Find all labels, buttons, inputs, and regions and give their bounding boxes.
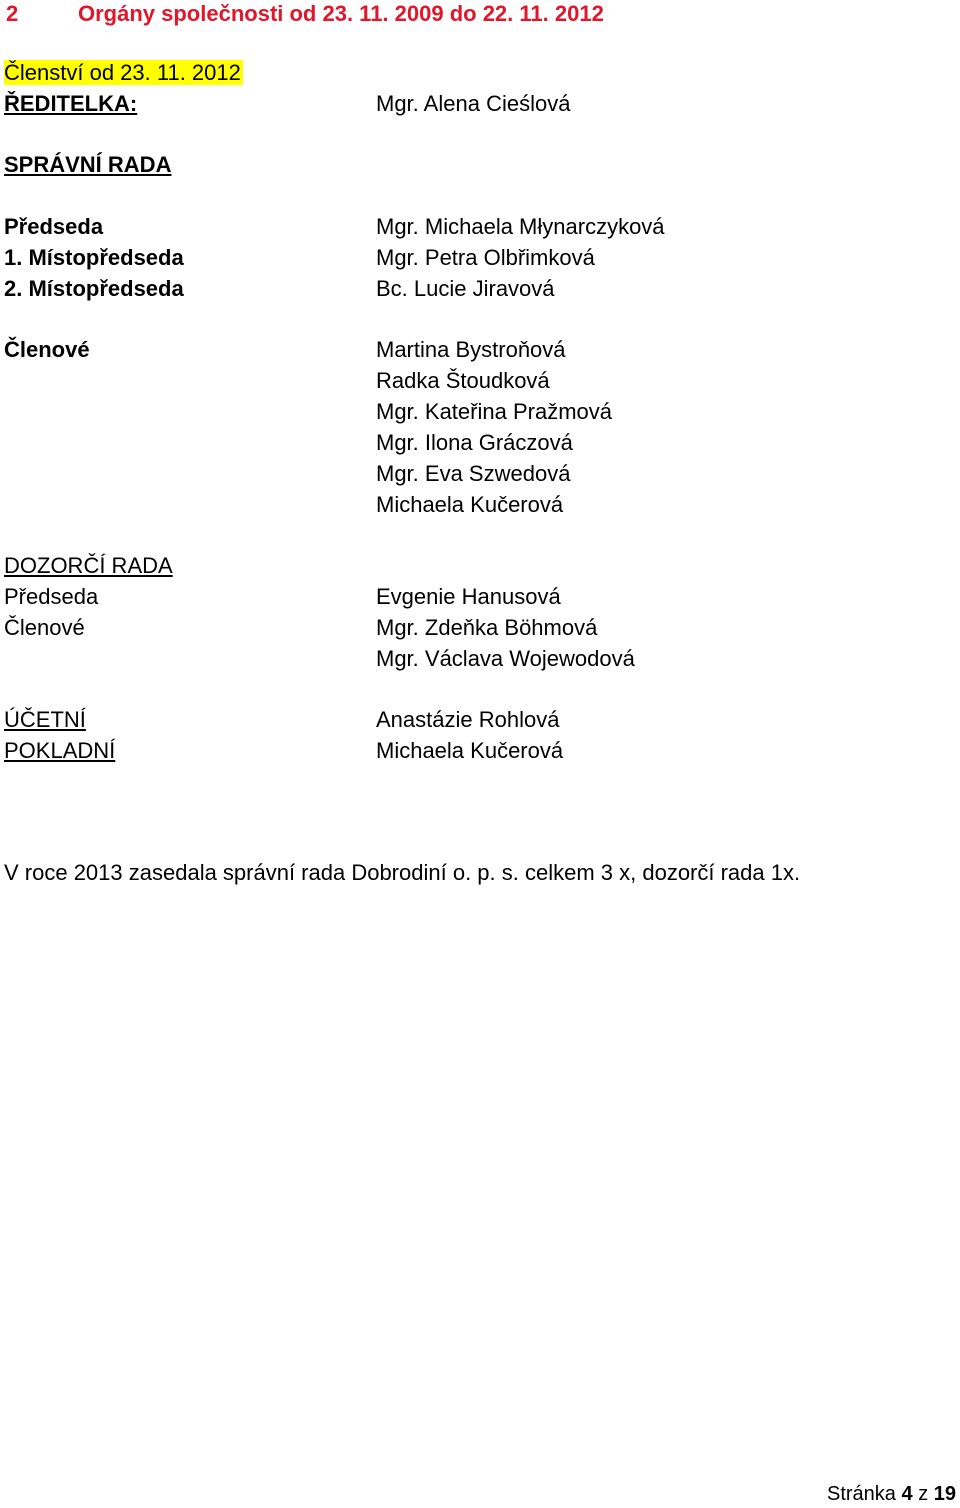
board-member: Mgr. Eva Szwedová <box>376 461 571 486</box>
cashier-name: Michaela Kučerová <box>376 738 564 763</box>
board-title: SPRÁVNÍ RADA <box>4 152 172 177</box>
board-member: Mgr. Ilona Gráczová <box>376 430 573 455</box>
board-vice1-name: Mgr. Petra Olbřimková <box>376 245 595 270</box>
cashier-label: POKLADNÍ <box>4 738 116 763</box>
supervisory-members-label: Členové <box>4 615 85 640</box>
section-title: Orgány společnosti od 23. 11. 2009 do 22. 11. 2012 <box>78 1 604 26</box>
board-chair-name: Mgr. Michaela Młynarczyková <box>376 214 665 239</box>
membership-line <box>4 58 243 88</box>
board-member: Martina Bystroňová <box>376 337 566 362</box>
board-member: Michaela Kučerová <box>376 492 564 517</box>
director-name: Mgr. Alena Cieślová <box>376 91 571 116</box>
supervisory-member: Mgr. Zdeňka Böhmová <box>376 615 598 640</box>
page-prefix: Stránka <box>827 1483 896 1505</box>
section-heading <box>6 0 604 28</box>
supervisory-title: DOZORČÍ RADA <box>4 553 173 578</box>
page-number <box>827 1480 956 1508</box>
board-chair-label: Předseda <box>4 214 104 239</box>
accountant-label: ÚČETNÍ <box>4 707 86 732</box>
board-member: Radka Štoudková <box>376 368 550 393</box>
page-total: 19 <box>933 1483 956 1505</box>
meetings-summary: V roce 2013 zasedala správní rada Dobrodiní o. p. s. celkem 3 x, dozorčí rada 1x. <box>4 860 801 885</box>
supervisory-member: Mgr. Václava Wojewodová <box>376 646 635 671</box>
supervisory-chair-name: Evgenie Hanusová <box>376 584 561 609</box>
board-vice2-name: Bc. Lucie Jiravová <box>376 276 555 301</box>
page-current: 4 <box>901 1483 913 1505</box>
accountant-name: Anastázie Rohlová <box>376 707 560 732</box>
board-member: Mgr. Kateřina Pražmová <box>376 399 612 424</box>
section-number: 2 <box>6 1 19 26</box>
director-label: ŘEDITELKA: <box>4 91 138 116</box>
page-of: z <box>918 1483 929 1505</box>
supervisory-chair-label: Předseda <box>4 584 99 609</box>
membership-highlight: Členství od 23. 11. 2012 <box>4 60 241 85</box>
board-vice1-label: 1. Místopředseda <box>4 245 184 270</box>
board-members-label: Členové <box>4 337 90 362</box>
board-vice2-label: 2. Místopředseda <box>4 276 184 301</box>
